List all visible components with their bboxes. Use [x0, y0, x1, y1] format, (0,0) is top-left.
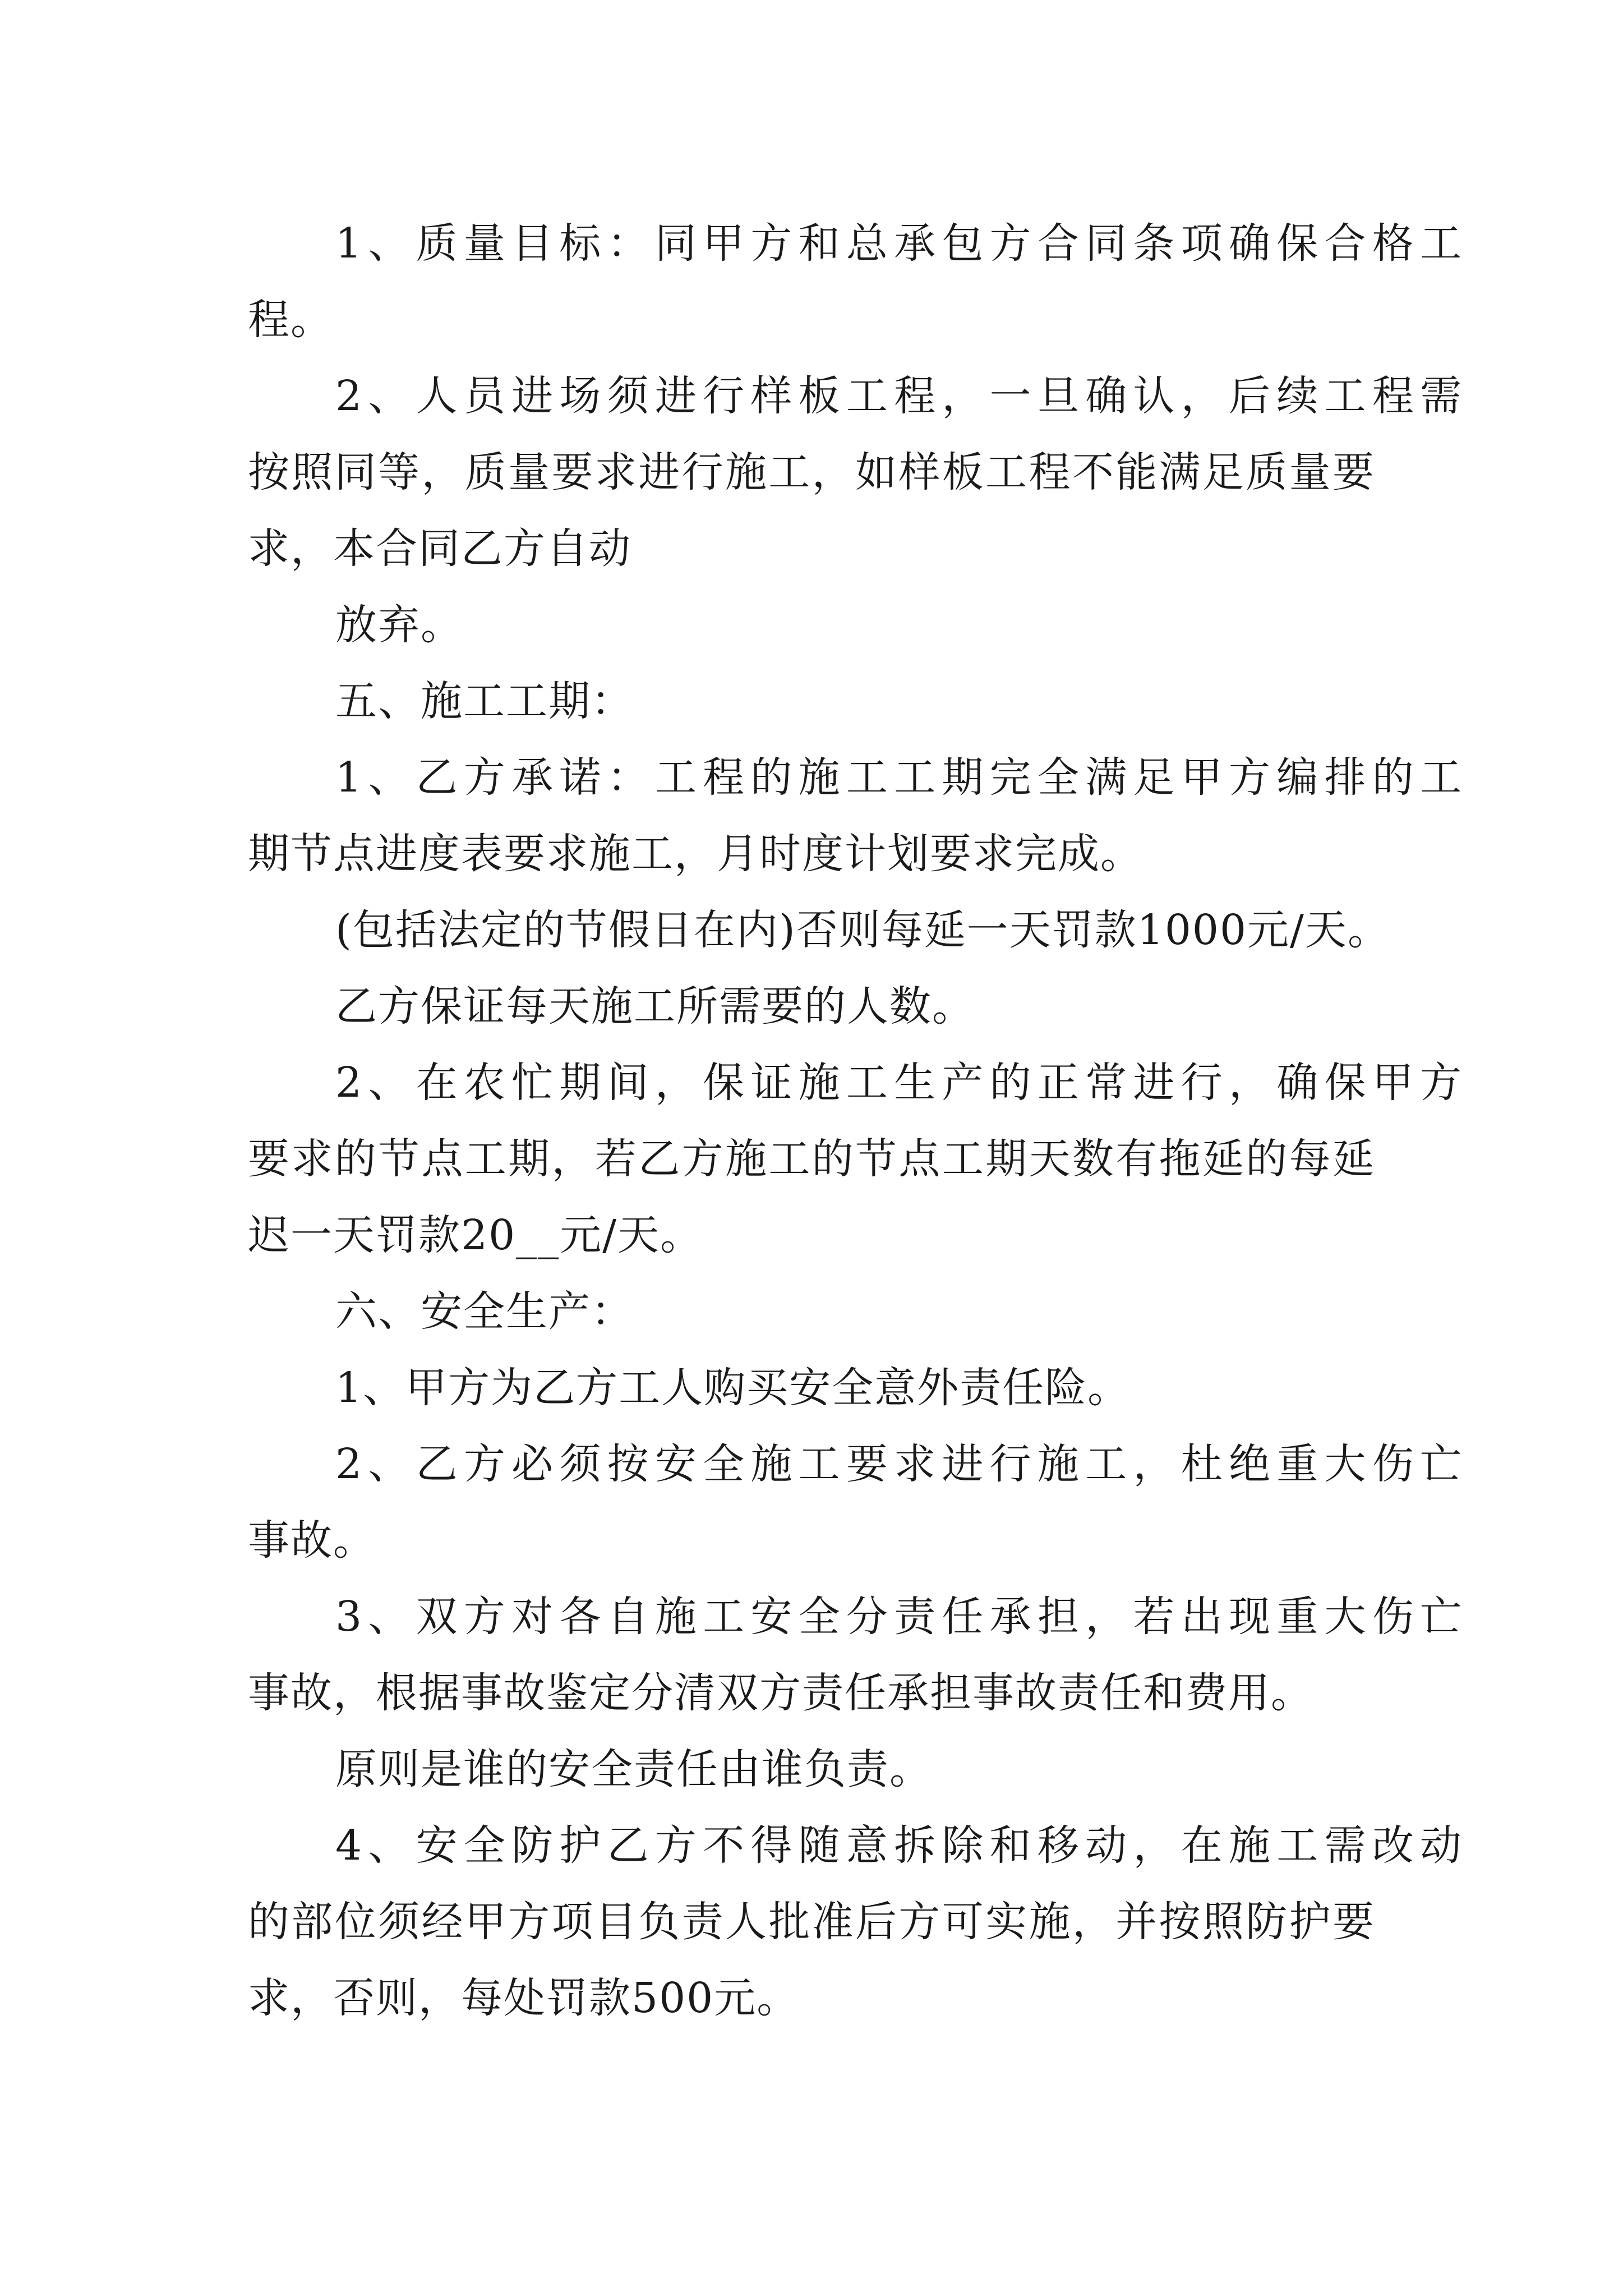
- staffing-guarantee-line: 乙方保证每天施工所需要的人数。: [335, 982, 975, 1030]
- schedule-commitment-line-1: 1、乙方承诺：工程的施工工期完全满足甲方编排的工: [335, 753, 1463, 802]
- schedule-penalty-line: (包括法定的节假日在内)否则每延一天罚款1000元/天。: [335, 906, 1390, 954]
- sample-project-line-1: 2、人员进场须进行样板工程，一旦确认，后续工程需: [335, 372, 1463, 420]
- section-five-heading: 五、施工工期：: [335, 677, 634, 725]
- quality-goal-line-2: 程。: [248, 296, 333, 344]
- safe-construction-line-2: 事故。: [248, 1516, 376, 1565]
- section-six-heading: 六、安全生产：: [335, 1287, 634, 1336]
- schedule-commitment-line-2: 期节点进度表要求施工，月时度计划要求完成。: [248, 830, 1143, 878]
- sample-project-line-3: 求，本合同乙方自动: [248, 524, 631, 573]
- responsibility-line-2: 事故，根据事故鉴定分清双方责任承担事故责任和费用。: [248, 1669, 1313, 1717]
- responsibility-principle-line: 原则是谁的安全责任由谁负责。: [335, 1745, 932, 1793]
- protection-line-3: 求，否则，每处罚款500元。: [248, 1974, 800, 2022]
- insurance-line: 1、甲方为乙方工人购买安全意外责任险。: [335, 1364, 1131, 1412]
- responsibility-line-1: 3、双方对各自施工安全分责任承担，若出现重大伤亡: [335, 1593, 1463, 1641]
- busy-season-line-2: 要求的节点工期，若乙方施工的节点工期天数有拖延的每延: [248, 1135, 1375, 1183]
- sample-project-line-2: 按照同等，质量要求进行施工，如样板工程不能满足质量要: [248, 448, 1375, 496]
- protection-line-2: 的部位须经甲方项目负责人批准后方可实施，并按照防护要: [248, 1898, 1375, 1946]
- busy-season-line-3: 迟一天罚款20__元/天。: [248, 1211, 703, 1259]
- quality-goal-line-1: 1、质量目标：同甲方和总承包方合同条项确保合格工: [335, 219, 1463, 268]
- protection-line-1: 4、安全防护乙方不得随意拆除和移动，在施工需改动: [335, 1821, 1463, 1870]
- busy-season-line-1: 2、在农忙期间，保证施工生产的正常进行，确保甲方: [335, 1059, 1463, 1107]
- safe-construction-line-1: 2、乙方必须按安全施工要求进行施工，杜绝重大伤亡: [335, 1440, 1463, 1488]
- sample-project-line-4: 放弃。: [335, 601, 463, 649]
